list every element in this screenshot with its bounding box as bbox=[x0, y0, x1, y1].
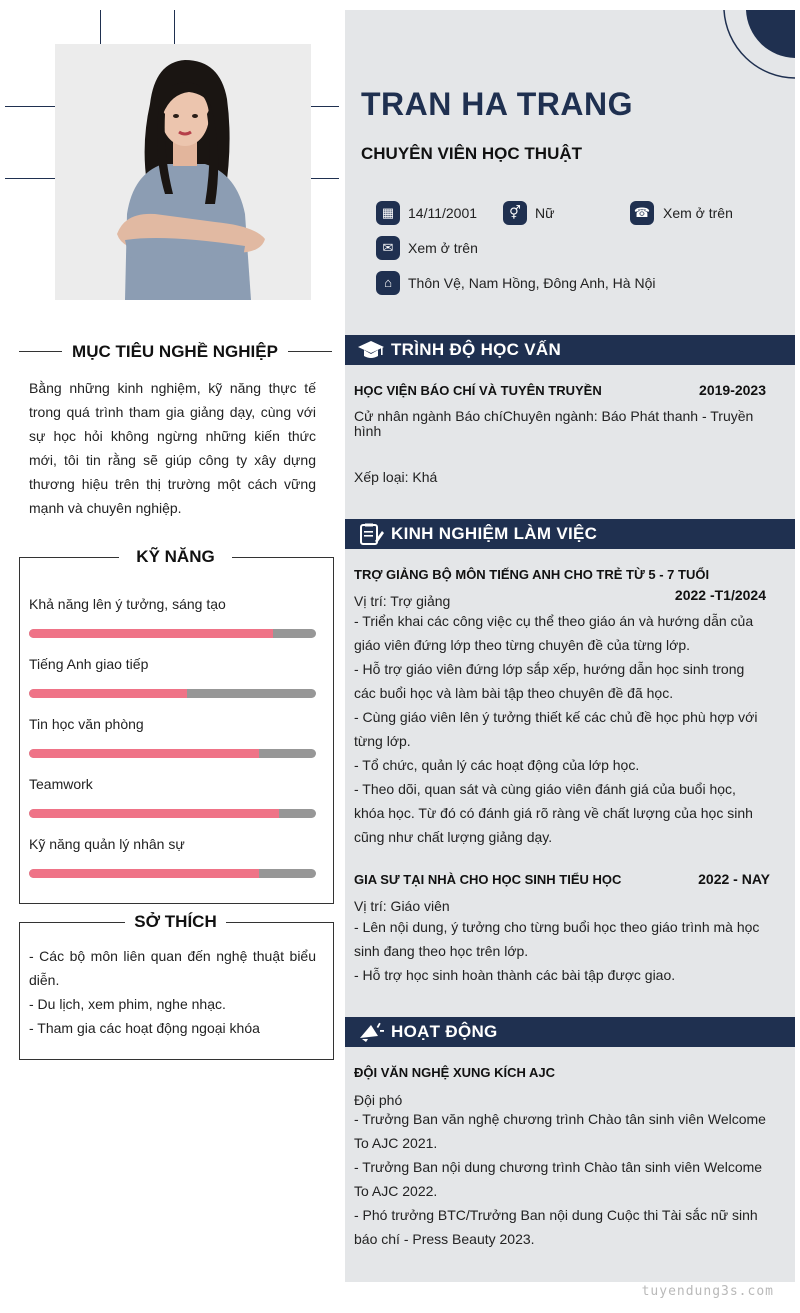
activities-header bbox=[345, 1017, 795, 1047]
megaphone-icon bbox=[357, 1021, 385, 1043]
school-major: Cử nhân ngành Báo chíChuyên ngành: Báo Phát thanh - Truyền hình bbox=[354, 408, 754, 439]
job-title-1: TRỢ GIẢNG BỘ MÔN TIẾNG ANH CHO TRẺ TỪ 5 - 7 TUỔI bbox=[354, 567, 710, 582]
clipboard-icon bbox=[357, 523, 385, 545]
hobbies-heading: SỞ THÍCH bbox=[134, 912, 217, 931]
activity-list bbox=[354, 1107, 766, 1251]
address: Thôn Vệ, Nam Hồng, Đông Anh, Hà Nội bbox=[408, 275, 656, 291]
activity-org: ĐỘI VĂN NGHỆ XUNG KÍCH AJC bbox=[354, 1065, 556, 1080]
divider bbox=[19, 557, 119, 558]
job-position-1: Vị trí: Trợ giảng bbox=[354, 593, 451, 609]
skill-label: Tiếng Anh giao tiếp bbox=[29, 656, 149, 672]
hobby-item: - Các bộ môn liên quan đến nghệ thuật biểu diễn. bbox=[29, 948, 316, 988]
activities-heading: HOẠT ĐỘNG bbox=[391, 1022, 498, 1041]
duty-line: - Hỗ trợ giáo viên đứng lớp sắp xếp, hướng dẫn học sinh trong các buổi học và làm bài tập theo chuyên đề đã học. bbox=[354, 661, 745, 701]
divider bbox=[288, 351, 332, 352]
divider bbox=[232, 557, 333, 558]
hobby-item: - Du lịch, xem phim, nghe nhạc. bbox=[29, 996, 226, 1012]
divider bbox=[19, 922, 125, 923]
email: Xem ở trên bbox=[408, 240, 478, 256]
duty-line: - Theo dõi, quan sát và cùng giáo viên đánh giá của buổi học, khóa học. Từ đó có đánh giá rõ ràng về chất lượng của học sinh cũng như chất lượng giảng dạy. bbox=[354, 781, 753, 845]
skill-bar-fill bbox=[29, 869, 259, 878]
graduation-cap-icon bbox=[357, 339, 385, 361]
duty-line: - Lên nội dung, ý tưởng cho từng buổi học theo giáo trình mà học sinh đang theo học trên lớp. bbox=[354, 919, 760, 959]
gender: Nữ bbox=[535, 205, 555, 221]
divider bbox=[226, 922, 333, 923]
skill-bar-fill bbox=[29, 689, 187, 698]
experience-heading: KINH NGHIỆM LÀM VIỆC bbox=[391, 524, 598, 543]
home-icon: ⌂ bbox=[376, 271, 400, 295]
corner-decoration bbox=[720, 10, 795, 80]
decor-line bbox=[5, 106, 55, 107]
gender-icon: ⚥ bbox=[503, 201, 527, 225]
skill-label: Teamwork bbox=[29, 776, 93, 792]
phone-icon: ☎ bbox=[630, 201, 654, 225]
school-grade: Xếp loại: Khá bbox=[354, 469, 438, 485]
job-duties-2 bbox=[354, 915, 766, 987]
duty-line: - Tổ chức, quản lý các hoạt động của lớp học. bbox=[354, 757, 640, 773]
decor-line bbox=[174, 10, 175, 44]
skill-bar-fill bbox=[29, 749, 259, 758]
skill-bar-fill bbox=[29, 629, 273, 638]
activity-role: Đội phó bbox=[354, 1092, 403, 1108]
objective-heading: MỤC TIÊU NGHỀ NGHIỆP bbox=[72, 342, 278, 361]
duty-line: - Triển khai các công việc cụ thể theo giáo án và hướng dẫn của giáo viên đứng lớp theo từng chuyên đề của từng lớp. bbox=[354, 613, 754, 653]
school-years: 2019-2023 bbox=[699, 382, 766, 398]
profile-photo bbox=[55, 44, 311, 300]
education-header bbox=[345, 335, 795, 365]
skill-bar bbox=[29, 689, 316, 698]
divider bbox=[19, 351, 62, 352]
hobby-item: - Tham gia các hoạt động ngoại khóa bbox=[29, 1020, 260, 1036]
job-date-1: 2022 -T1/2024 bbox=[674, 587, 766, 603]
objective-text: Bằng những kinh nghiệm, kỹ năng thực tế trong quá trình tham gia giảng dạy, cùng với sự học hỏi không ngừng những kiến thức mới, tôi tin rằng sẽ giúp công ty xây dựng thương hiệu trên thị trường một cách vững mạnh và chuyên nghiệp. bbox=[29, 380, 316, 516]
decor-line bbox=[311, 178, 339, 179]
hobbies-list bbox=[29, 944, 316, 1040]
decor-line bbox=[311, 106, 339, 107]
birthdate: 14/11/2001 bbox=[408, 205, 478, 221]
education-heading: TRÌNH ĐỘ HỌC VẤN bbox=[391, 340, 562, 359]
skill-label: Khả năng lên ý tưởng, sáng tạo bbox=[29, 596, 226, 612]
skills-heading: KỸ NĂNG bbox=[136, 547, 215, 566]
candidate-name: TRAN HA TRANG bbox=[361, 86, 633, 122]
calendar-icon: ▦ bbox=[376, 201, 400, 225]
skill-bar bbox=[29, 869, 316, 878]
skill-bar bbox=[29, 749, 316, 758]
experience-header bbox=[345, 519, 795, 549]
job-title: CHUYÊN VIÊN HỌC THUẬT bbox=[361, 144, 583, 163]
decor-line bbox=[100, 10, 101, 44]
duty-line: - Hỗ trợ học sinh hoàn thành các bài tập được giao. bbox=[354, 967, 676, 983]
job-duties-1 bbox=[354, 609, 766, 849]
watermark: tuyendung3s.com bbox=[641, 1284, 774, 1299]
duty-line: - Cùng giáo viên lên ý tưởng thiết kế các chủ đề học phù hợp với từng lớp. bbox=[354, 709, 758, 749]
skill-bar-fill bbox=[29, 809, 279, 818]
skill-bar bbox=[29, 809, 316, 818]
activity-line: - Trưởng Ban văn nghệ chương trình Chào tân sinh viên Welcome To AJC 2021. bbox=[354, 1111, 766, 1151]
job-date-2: 2022 - NAY bbox=[698, 871, 770, 887]
job-title-2: GIA SƯ TẠI NHÀ CHO HỌC SINH TIỂU HỌC bbox=[354, 872, 622, 887]
email-icon: ✉ bbox=[376, 236, 400, 260]
school-name: HỌC VIỆN BÁO CHÍ VÀ TUYÊN TRUYỀN bbox=[354, 383, 602, 398]
skill-bar bbox=[29, 629, 316, 638]
activity-line: - Trưởng Ban nội dung chương trình Chào tân sinh viên Welcome To AJC 2022. bbox=[354, 1159, 763, 1199]
phone: Xem ở trên bbox=[663, 205, 733, 221]
skill-label: Kỹ năng quản lý nhân sự bbox=[29, 836, 185, 852]
decor-line bbox=[5, 178, 55, 179]
job-position-2: Vị trí: Giáo viên bbox=[354, 898, 450, 914]
skill-label: Tin học văn phòng bbox=[29, 716, 144, 732]
activity-line: - Phó trưởng BTC/Trưởng Ban nội dung Cuộc thi Tài sắc nữ sinh báo chí - Press Beauty 2023. bbox=[354, 1207, 758, 1247]
